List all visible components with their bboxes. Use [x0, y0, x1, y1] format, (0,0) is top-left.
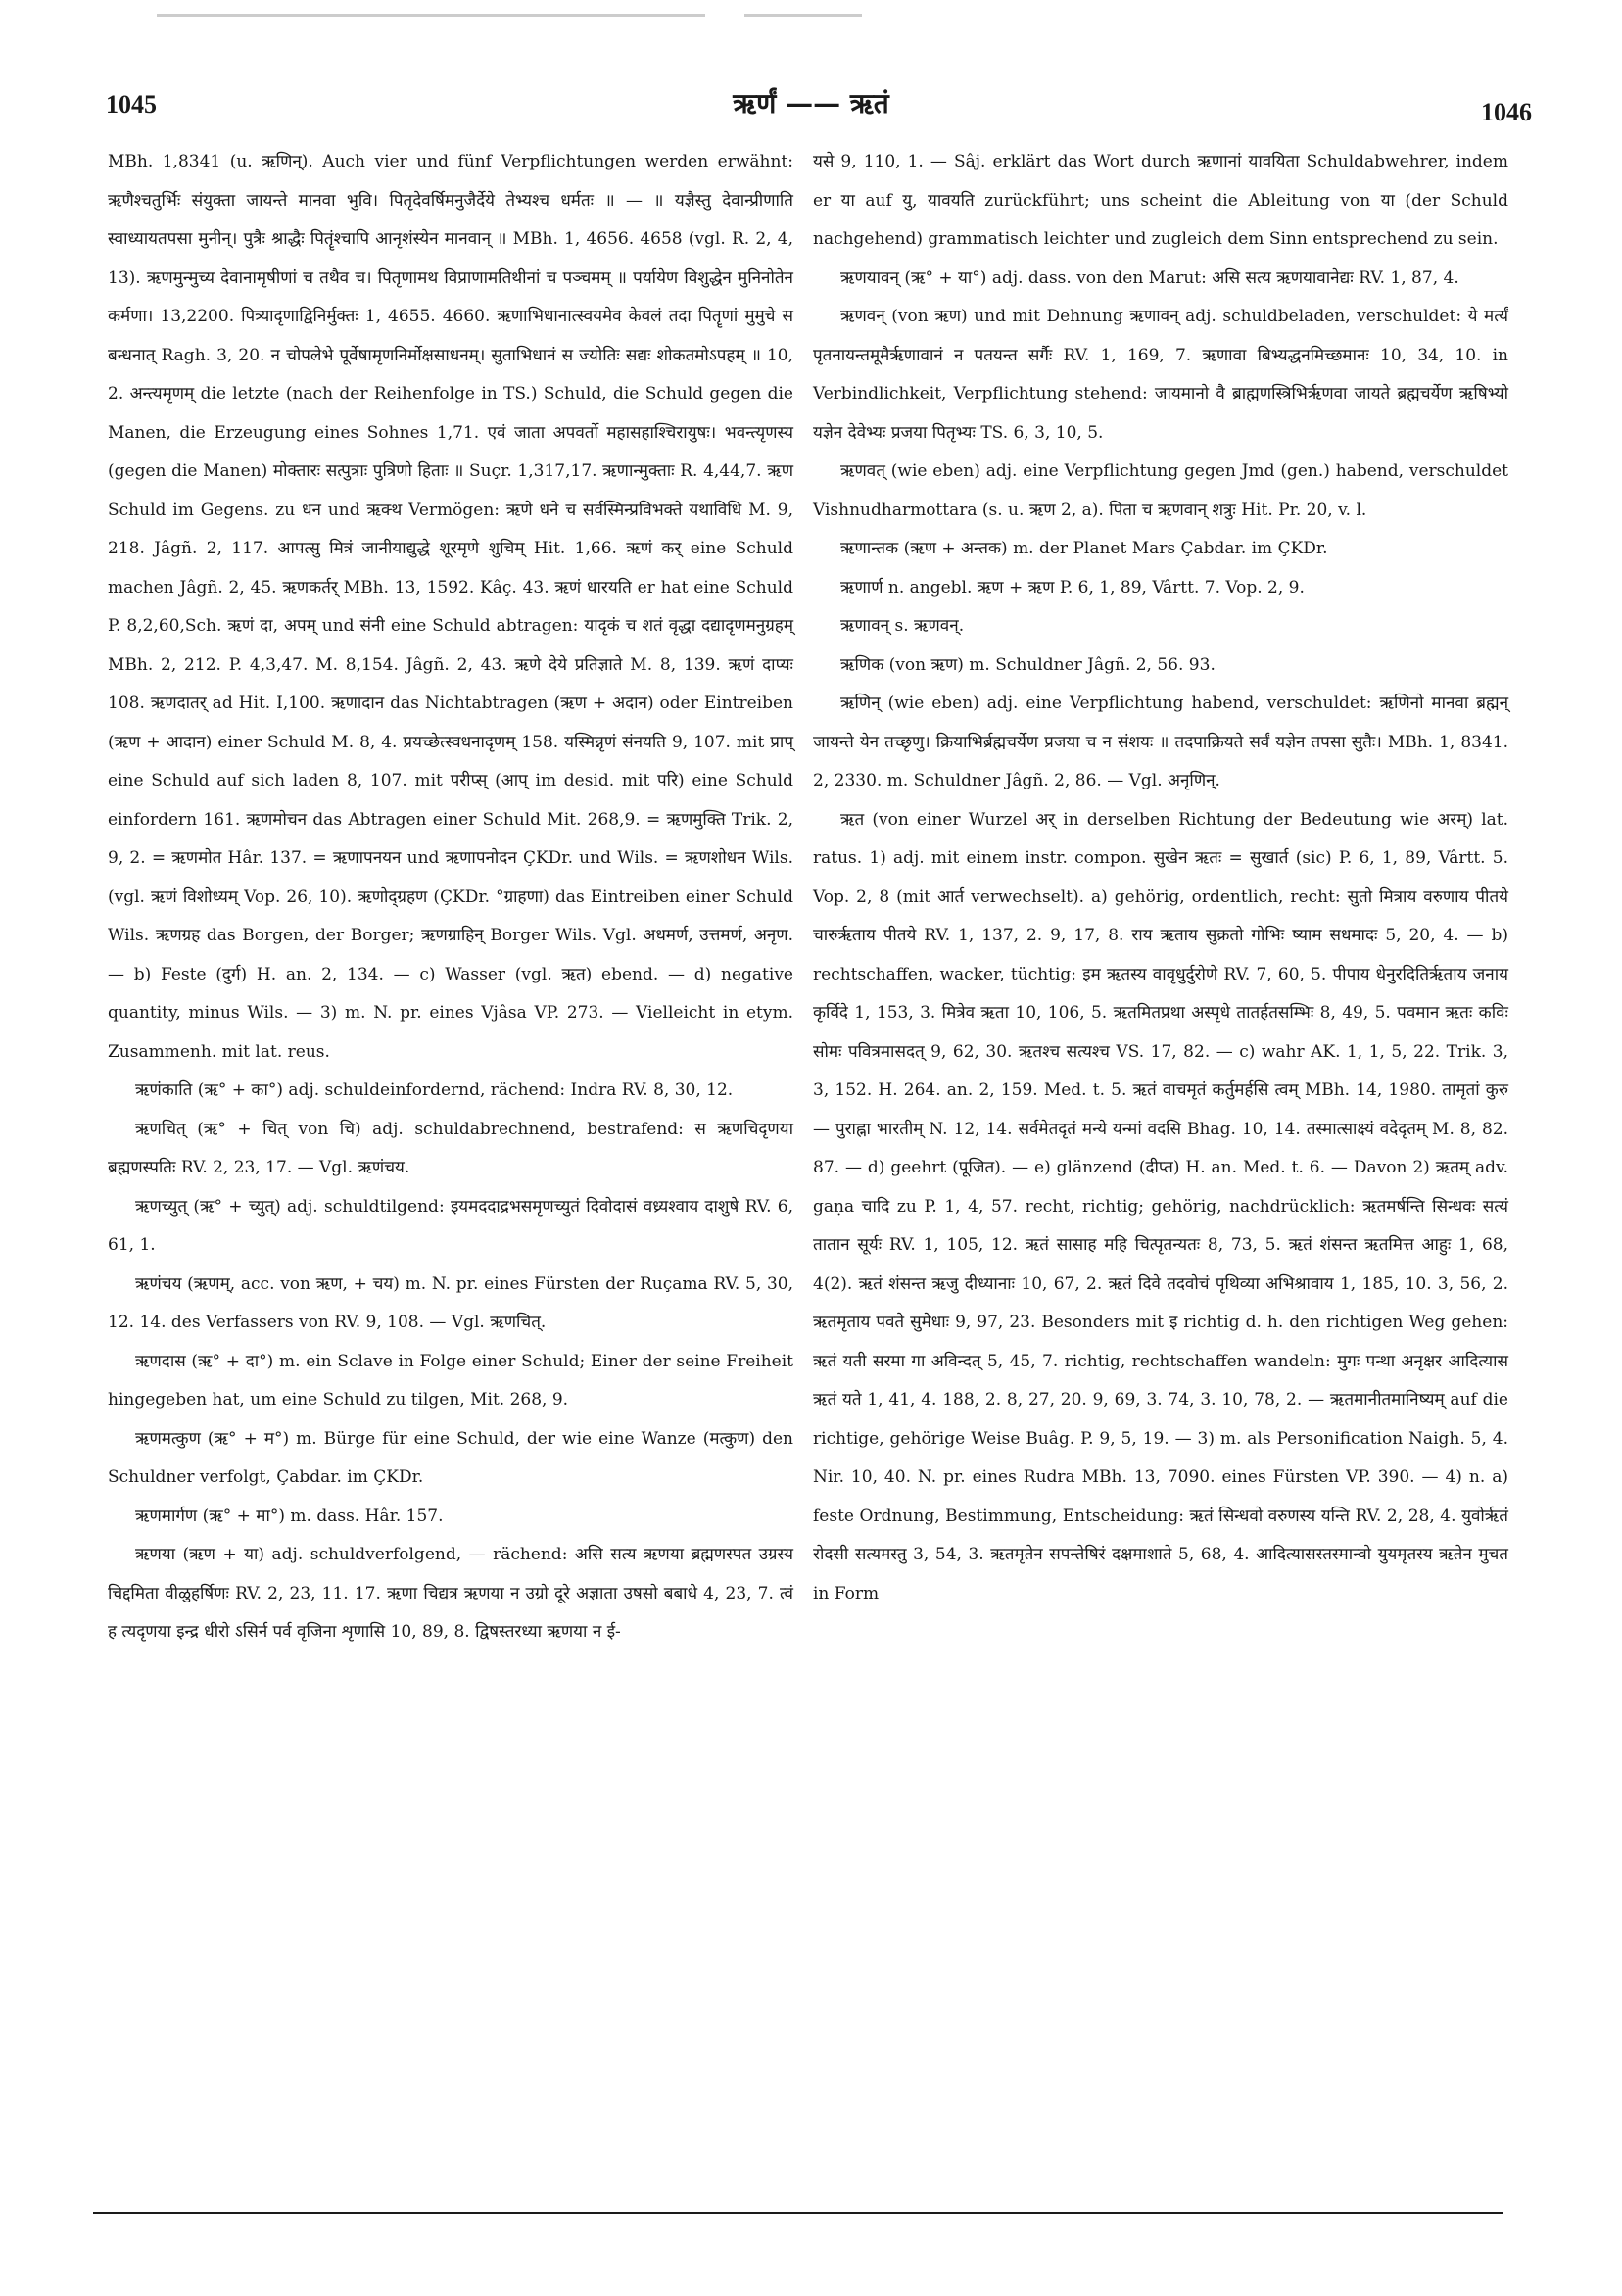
entry-continuation: MBh. 1,8341 (u. ऋणिन्). Auch vier und fünf Verpflichtungen werden erwähnt: ऋणैश्चतुर्भिः संयुक्ता जायन्ते मानवा भुवि। पितृदेवर्षिमनुजैर्देये तेभ्यश्च धर्मतः ॥ — ॥ यज्ञैस्तु देवान्प्रीणाति स्वाध्यायतपसा मुनीन्। पुत्रैः श्राद्धैः पितॄंश्चापि आनृशंस्येन मानवान् ॥ MBh. 1, 4656. 4658 (vgl. R. 2, 4, 13). ऋणमुन्मुच्य देवानामृषीणां च तथैव च। पितृणामथ विप्राणामतिथीनां च पञ्चमम् ॥ पर्यायेण विशुद्धेन मुनिनोतेन कर्मणा। 13,2200. पित्र्यादृणाद्विनिर्मुक्तः 1, 4655. 4660. ऋणाभिधानात्स्वयमेव केवलं तदा पितॄणां मुमुचे स बन्धनात् Ragh. 3, 20. न चोपलेभे पूर्वेषामृणनिर्मोक्षसाधनम्। सुताभिधानं स ज्योतिः सद्यः शोकतमोऽपहम् ॥ 10, 2. अन्त्यमृणम् die letzte (nach der Reihenfolge in TS.) Schuld, die Schuld gegen die Manen, die Erzeugung eines Sohnes 1,71. एवं जाता अपवर्तो महासहाश्चिरायुषः। भवन्त्यृणस्य (gegen die Manen) मोक्तारः सत्पुत्राः पुत्रिणो हिताः ॥ Suçr. 1,317,17. ऋणान्मुक्ताः R. 4,44,7. ऋण Schuld im Gegens. zu धन und ऋक्थ Vermögen: ऋणे धने च सर्वस्मिन्प्रविभक्ते यथाविधि M. 9, 218. Jâgñ. 2, 117. आपत्सु मित्रं जानीयाद्युद्धे शूरमृणे शुचिम् Hit. 1,66. ऋणं कर् eine Schuld machen Jâgñ. 2, 45. ऋणकर्तर् MBh. 13, 1592. Kâç. 43. ऋणं धारयति er hat eine Schuld P. 8,2,60,Sch. ऋणं दा, अपम् und संनी eine Schuld abtragen: यादृकं च शतं वृद्धा दद्यादृणमनुग्रहम् MBh. 2, 212. P. 4,3,47. M. 8,154. Jâgñ. 2, 43. ऋणे देये प्रतिज्ञाते M. 8, 139. ऋणं दाप्यः 108. ऋणदातर् ad Hit. I,100. ऋणादान das Nichtabtragen (ऋण + अदान) oder Eintreiben (ऋण + आदान) einer Schuld M. 8, 4. प्रयच्छेत्स्वधनादृणम् 158. यस्मिन्नृणं संनयति 9, 107. mit प्राप् eine Schuld auf sich laden 8, 107. mit परीप्स् (आप् im desid. mit परि) eine Schuld einfordern 161. ऋणमोचन das Abtragen einer Schuld Mit. 268,9. = ऋणमुक्ति Trik. 2, 9, 2. = ऋणमोत Hâr. 137. = ऋणापनयन und ऋणापनोदन ÇKDr. und Wils. = ऋणशोधन Wils. (vgl. ऋणं विशोध्यम् Vop. 26, 10). ऋणोद्ग्रहण (ÇKDr. °ग्राहणा) das Eintreiben einer Schuld Wils. ऋणग्रह das Borgen, der Borger; ऋणग्राहिन् Borger Wils. Vgl. अधमर्ण, उत्तमर्ण, अनृण. — b) Feste (दुर्ग) H. an. 2, 134. — c) Wasser (vgl. ऋत) ebend. — d) negative quantity, minus Wils. — 3) m. N. pr. eines Vjâsa VP. 273. — Vielleicht in etym. Zusammenh. mit lat. reus. — [108, 152, 793, 1062]
left-column — [108, 143, 793, 1652]
right-page-number: 1046 — [1481, 98, 1532, 126]
dictionary-entry: ऋणान्तक (ऋण + अन्तक) m. der Planet Mars Çabdar. im ÇKDr. — [840, 539, 1328, 558]
dictionary-entry: ऋणंचय (ऋणम्, acc. von ऋण, + चय) m. N. pr. eines Fürsten der Ruçama RV. 5, 30, 12. 14. des Verfassers von RV. 9, 108. — Vgl. ऋणचित्. — [108, 1273, 793, 1332]
dictionary-entry: ऋणचित् (ऋ° + चित् von चि) adj. schuldabrechnend, bestrafend: स ऋणचिदृणया ब्रह्मणस्पतिः RV. 2, 23, 17. — Vgl. ऋणंचय. — [108, 1119, 793, 1177]
dictionary-entry: ऋणया (ऋण + या) adj. schuldverfolgend, — rächend: असि सत्य ऋणया ब्रह्मणस्पत उग्रस्य चिद्दमिता वीळुहर्षिणः RV. 2, 23, 11. 17. ऋणा चिद्यत्र ऋणया न उग्रो दूरे अज्ञाता उषसो बबाधे 4, 23, 7. त्वं ह त्यदृणया इन्द्र धीरो ऽसिर्न पर्व वृजिना शृणासि 10, 89, 8. द्विषस्तरध्या ऋणया न ई- — [108, 1545, 793, 1642]
dictionary-entry: ऋणवन् (von ऋण) und mit Dehnung ऋणावन् adj. schuldbeladen, verschuldet: ये मर्त्यं पृतनायन्तमूमैरृणावानं न पतयन्त सर्गैः RV. 1, 169, 7. ऋणावा बिभ्यद्धनमिच्छमानः 10, 34, 10. in Verbindlichkeit, Verpflichtung stehend: जायमानो वै ब्राह्मणस्त्रिभिर्ऋणवा जायते ब्रह्मचर्येण ऋषिभ्यो यज्ञेन देवेभ्यः प्रजया पितृभ्यः TS. 6, 3, 10, 5. — [813, 307, 1508, 443]
dictionary-entry: ऋणच्युत् (ऋ° + च्युत्) adj. schuldtilgend: इयमददाद्रभसमृणच्युतं दिवोदासं वध्र्यश्वाय दाशुषे RV. 6, 61, 1. — [108, 1196, 793, 1255]
dictionary-entry: ऋणमार्गण (ऋ° + मा°) m. dass. Hâr. 157. — [135, 1506, 444, 1526]
dictionary-entry: ऋणिक (von ऋण) m. Schuldner Jâgñ. 2, 56. 93. — [840, 654, 1216, 675]
entry-continuation: यसे 9, 110, 1. — Sâj. erklärt das Wort durch ऋणानां यावयिता Schuldabwehrer, indem er या auf यु, यावयति zurückführt; uns scheint die Ableitung von या (der Schuld nachgehend) grammatisch leichter und zugleich dem Sinn entsprechend zu sein. — [813, 152, 1508, 249]
scan-artifact — [157, 14, 705, 17]
dictionary-entry: ऋत (von einer Wurzel अर् in derselben Richtung der Bedeutung wie अरम्) lat. ratus. 1) adj. mit einem instr. compon. सुखेन ऋतः = सुखार्त (sic) P. 6, 1, 89, Vârtt. 5. Vop. 2, 8 (mit आर्त verwechselt). a) gehörig, ordentlich, recht: सुतो मित्राय वरुणाय पीतये चारुर्ऋताय पीतये RV. 1, 137, 2. 9, 17, 8. राय ऋताय सुक्रतो गोभिः ष्याम सधमादः 5, 20, 4. — b) rechtschaffen, wacker, tüchtig: इम ऋतस्य वावृधुर्दुरोणे RV. 7, 60, 5. पीपाय धेनुरदितिर्ऋताय जनाय कृर्विदे 1, 153, 3. मित्रेव ऋता 10, 106, 5. ऋतमितप्रथा अस्पृधे तातर्हतसम्भिः 8, 49, 5. पवमान ऋतः कविः सोमः पवित्रमासदत् 9, 62, 30. ऋतश्च सत्यश्च VS. 17, 82. — c) wahr AK. 1, 1, 5, 22. Trik. 3, 3, 152. H. 264. an. 2, 159. Med. t. 5. ऋतं वाचमृतं कर्तुमर्हसि त्वम् MBh. 14, 1980. तामृतां कुरु — पुराह्ना भारतीम् N. 12, 14. सर्वमेतदृतं मन्ये यन्मां वदसि Bhag. 10, 14. तस्मात्साक्ष्यं वदेदृतम् M. 8, 82. 87. — d) geehrt (पूजित). — e) glänzend (दीप्त) H. an. Med. t. 6. — Davon 2) ऋतम् adv. gaṇa चादि zu P. 1, 4, 57. recht, richtig; gehörig, nachdrücklich: ऋतमर्षन्ति सिन्धवः सत्यं तातान सूर्यः RV. 1, 105, 12. ऋतं सासाह महि चित्पृतन्यतः 8, 73, 5. ऋतं शंसन्त ऋतमित्त आहुः 1, 68, 4(2). ऋतं शंसन्त ऋजु दीध्यानाः 10, 67, 2. ऋतं दिवे तदवोचं पृथिव्या अभिश्रावाय 1, 185, 10. 3, 56, 2. ऋतमृताय पवते सुमेधाः 9, 97, 23. Besonders mit इ richtig d. h. den richtigen Weg gehen: ऋतं यती सरमा गा अविन्दत् 5, 45, 7. richtig, rechtschaffen wandeln: मुगः पन्था अनृक्षर आदित्यास ऋतं यते 1, 41, 4. 188, 2. 8, 27, 20. 9, 69, 3. 74, 3. 10, 78, 2. — ऋतमानीतमानिष्यम् auf die richtige, gehörige Weise Buâg. P. 9, 5, 19. — 3) m. als Personification Naigh. 5, 4. Nir. 10, 40. N. pr. eines Rudra MBh. 13, 7090. eines Fürsten VP. 390. — 4) n. a) feste Ordnung, Bestimmung, Entscheidung: ऋतं सिन्धवो वरुणस्य यन्ति RV. 2, 28, 4. युवोर्ऋतं रोदसी सत्यमस्तु 3, 54, 3. ऋतमृतेन सपन्तेषिरं दक्षमाशाते 5, 68, 4. आदित्यासस्तस्मान्वो युयमृतस्य ऋतेन मुचत in Form — [813, 809, 1508, 1603]
dictionary-entry: ऋणयावन् (ऋ° + या°) adj. dass. von den Marut: असि सत्य ऋणयावानेद्यः RV. 1, 87, 4. — [840, 267, 1459, 288]
left-page-number: 1045 — [106, 90, 157, 119]
dictionary-entry: ऋणावन् s. ऋणवन्. — [840, 616, 965, 636]
dictionary-entry: ऋणंकाति (ऋ° + का°) adj. schuldeinfordernd, rächend: Indra RV. 8, 30, 12. — [135, 1080, 734, 1100]
dictionary-entry: ऋणार्ण n. angebl. ऋण + ऋण P. 6, 1, 89, Vârtt. 7. Vop. 2, 9. — [840, 577, 1305, 598]
footer-rule — [93, 2212, 1503, 2214]
dictionary-entry: ऋणमत्कुण (ऋ° + म°) m. Bürge für eine Schuld, der wie eine Wanze (मत्कुण) den Schuldner verfolgt, Çabdar. im ÇKDr. — [108, 1428, 793, 1487]
dictionary-entry: ऋणदास (ऋ° + दा°) m. ein Sclave in Folge einer Schuld; Einer der seine Freiheit hingegeben hat, um eine Schuld zu tilgen, Mit. 268, 9. — [108, 1351, 793, 1410]
dictionary-entry: ऋणिन् (wie eben) adj. eine Verpflichtung habend, verschuldet: ऋणिनो मानवा ब्रह्मन् जायन्ते येन तच्छृणु। क्रियाभिर्ब्रह्मचर्येण प्रजया च न संशयः ॥ तदपाक्रियते सर्वं यज्ञेन तपसा सुतैः। MBh. 1, 8341. 2, 2330. m. Schuldner Jâgñ. 2, 86. — Vgl. अनृणिन्. — [813, 694, 1508, 790]
scan-artifact — [744, 14, 862, 17]
dictionary-entry: ऋणवत् (wie eben) adj. eine Verpflichtung gegen Jmd (gen.) habend, verschuldet Vishnudharmottara (s. u. ऋण 2, a). पिता च ऋणवान् शत्रुः Hit. Pr. 20, v. l. — [813, 461, 1508, 520]
right-column — [813, 143, 1508, 1613]
running-head: ऋर्णं —— ऋतं — [733, 87, 889, 120]
